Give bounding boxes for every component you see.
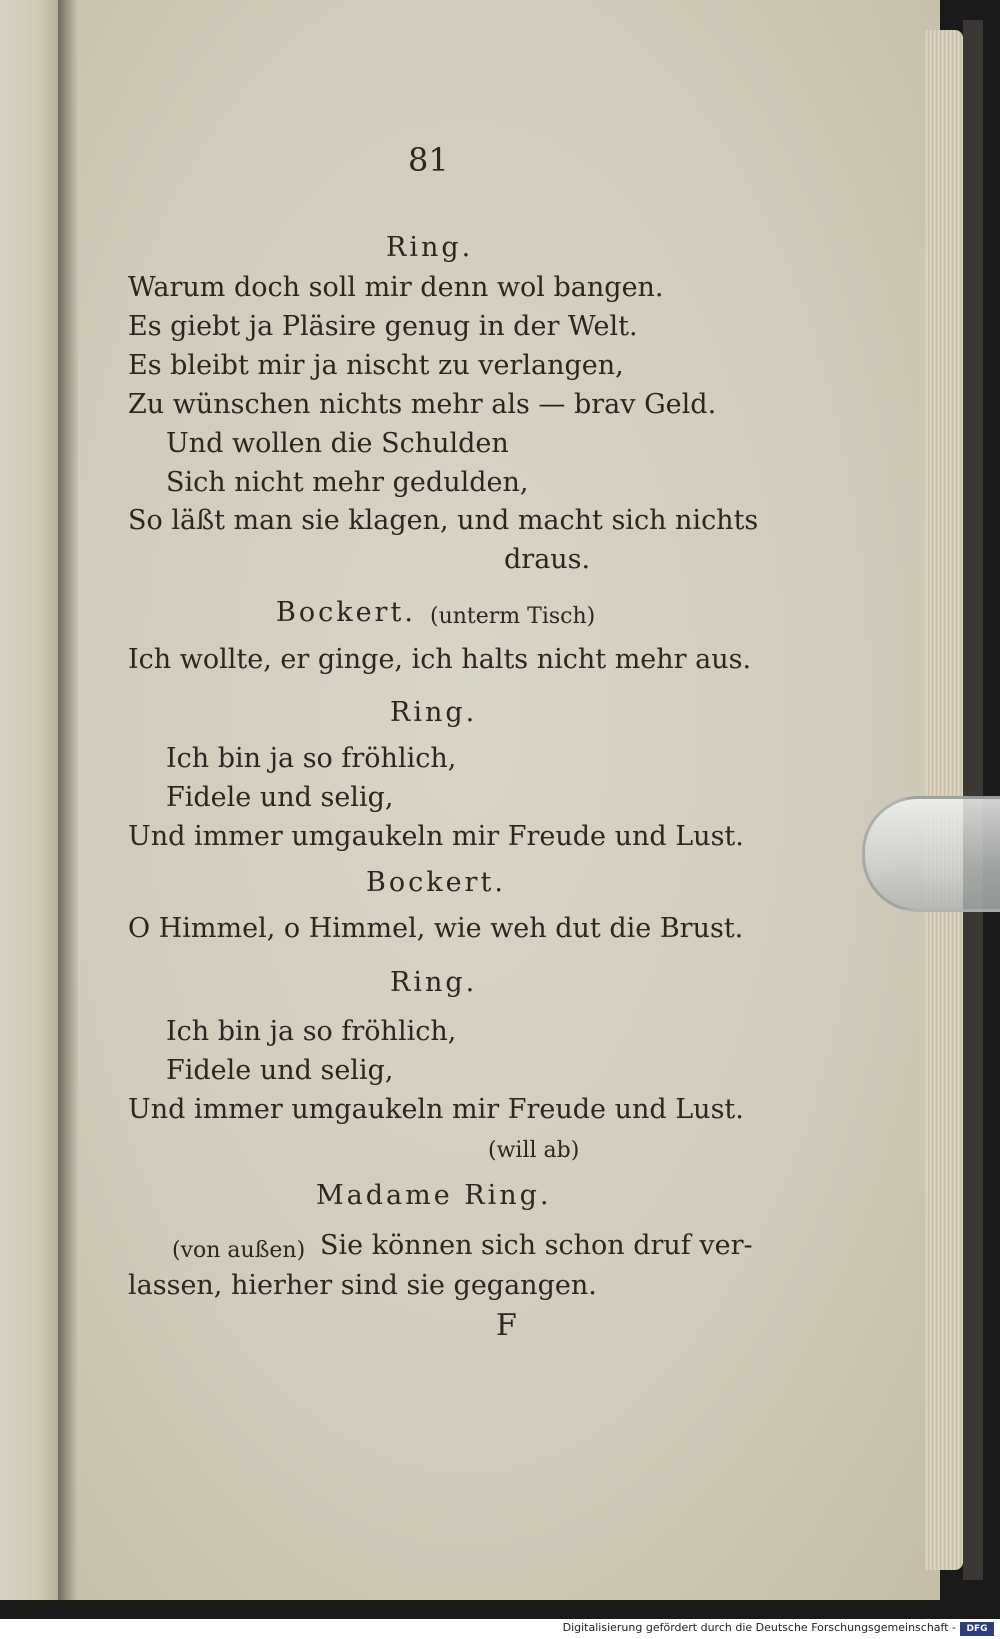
verse-11: Und immer umgaukeln mir Freude und Lust. — [128, 821, 744, 852]
verse-2: Es giebt ja Pläsire genug in der Welt. — [128, 311, 638, 342]
verse-14: Fidele und selig, — [166, 1055, 394, 1086]
dfg-logo: DFG — [960, 1622, 994, 1636]
verse-13: Ich bin ja so fröhlich, — [166, 1016, 457, 1047]
verse-7-cont: draus. — [504, 544, 591, 575]
speaker-madame-ring: Madame Ring. — [316, 1180, 552, 1211]
verse-8: Ich wollte, er ginge, ich halts nicht mehr aus. — [128, 644, 752, 675]
stage-direction-3: (von außen) — [172, 1238, 306, 1263]
speaker-bockert-1: Bockert. — [276, 597, 416, 628]
verse-16: Sie können sich schon druf ver- — [320, 1230, 753, 1261]
book-gutter — [58, 0, 78, 1600]
verse-5: Und wollen die Schulden — [166, 428, 509, 459]
left-page-edge — [0, 0, 58, 1600]
page-number: 81 — [408, 141, 449, 179]
page-clip — [862, 796, 1000, 912]
verse-3: Es bleibt mir ja nischt zu verlangen, — [128, 350, 624, 381]
stage-direction-2: (will ab) — [488, 1138, 580, 1163]
speaker-ring-1: Ring. — [386, 232, 474, 263]
speaker-ring-3: Ring. — [390, 967, 478, 998]
verse-9: Ich bin ja so fröhlich, — [166, 743, 457, 774]
verse-6: Sich nicht mehr gedulden, — [166, 467, 529, 498]
stage-direction-1: (unterm Tisch) — [430, 604, 596, 629]
verse-7: So läßt man sie klagen, und macht sich nichts — [128, 505, 759, 536]
speaker-bockert-2: Bockert. — [366, 867, 506, 898]
verse-12: O Himmel, o Himmel, wie weh dut die Brust. — [128, 913, 744, 944]
verse-1: Warum doch soll mir denn wol bangen. — [128, 272, 664, 303]
speaker-ring-2: Ring. — [390, 697, 478, 728]
verse-10: Fidele und selig, — [166, 782, 394, 813]
footer-bar — [0, 1619, 1000, 1639]
signature-mark: F — [496, 1308, 517, 1343]
verse-4: Zu wünschen nichts mehr als — brav Geld. — [128, 389, 717, 420]
verse-16-cont: lassen, hierher sind sie gegangen. — [128, 1270, 597, 1301]
footer-credit: Digitalisierung gefördert durch die Deutsche Forschungsgemeinschaft - — [562, 1621, 956, 1634]
verse-15: Und immer umgaukeln mir Freude und Lust. — [128, 1094, 744, 1125]
